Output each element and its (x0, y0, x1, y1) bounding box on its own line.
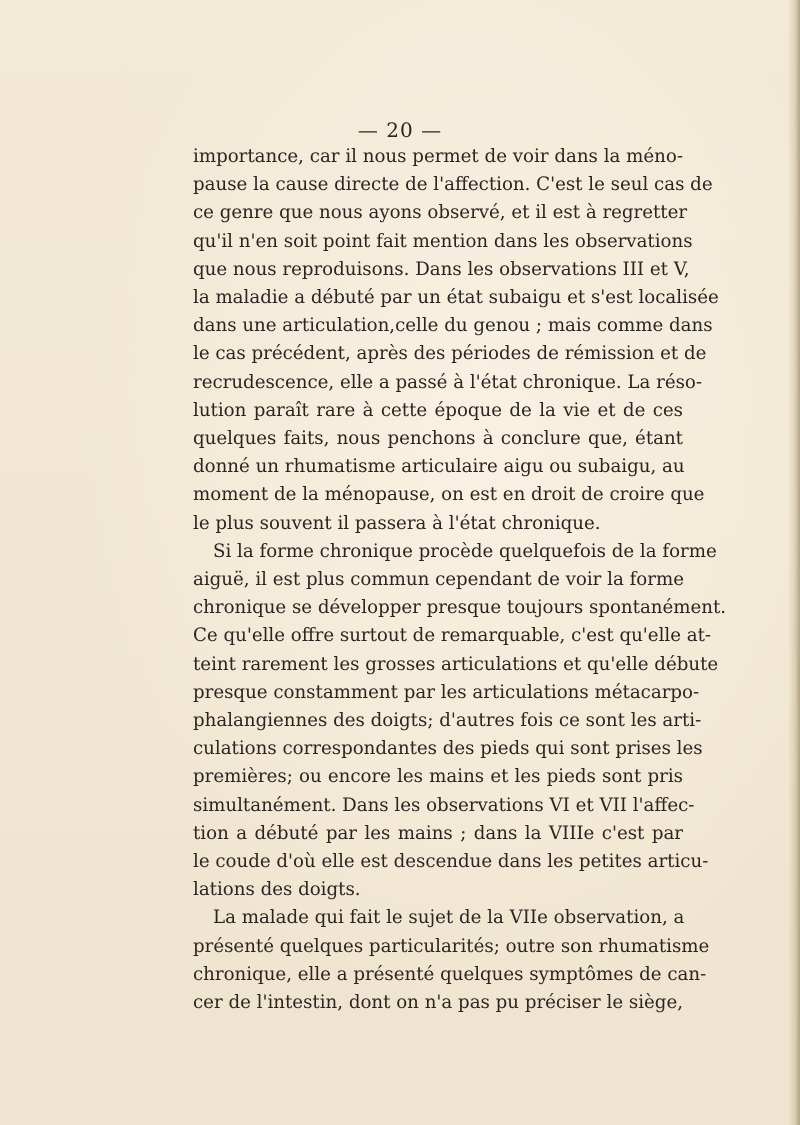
text-line: Ce qu'elle offre surtout de remarquable, c'est qu'elle at- (193, 625, 712, 647)
text-line: simultanément. Dans les observations VI et VII l'affec- (193, 794, 695, 816)
text-line: lution paraît rare à cette époque de la vie et de ces (193, 399, 683, 421)
body-text (193, 143, 727, 1017)
text-line: donné un rhumatisme articulaire aigu ou subaigu, au (193, 456, 685, 478)
text-line: presque constamment par les articulations métacarpo- (193, 681, 700, 703)
text-line: aiguë, il est plus commun cependant de voir la forme (193, 569, 684, 591)
text-line: teint rarement les grosses articulations et qu'elle débute (193, 653, 719, 675)
text-line: cer de l'intestin, dont on n'a pas pu préciser le siège, (193, 992, 683, 1014)
text-line: tion a débuté par les mains ; dans la VIIIe c'est par (193, 822, 683, 844)
text-line: chronique se développer presque toujours spontanément. (193, 597, 727, 619)
text-line: quelques faits, nous penchons à conclure que, étant (193, 428, 683, 450)
text-line: dans une articulation,celle du genou ; mais comme dans (193, 315, 713, 337)
paragraph-start-line: Si la forme chronique procède quelquefois de la forme (213, 540, 717, 562)
text-line: le coude d'où elle est descendue dans les petites articu- (193, 851, 709, 873)
page-edge-shadow (788, 0, 800, 1125)
text-line: chronique, elle a présenté quelques symptômes de can- (193, 963, 707, 985)
text-line: qu'il n'en soit point fait mention dans les observations (193, 230, 693, 252)
page-number: — 20 — (357, 118, 443, 142)
text-line: présenté quelques particularités; outre son rhumatisme (193, 935, 710, 957)
text-line: recrudescence, elle a passé à l'état chronique. La réso- (193, 371, 703, 393)
text-line: le cas précédent, après des périodes de rémission et de (193, 343, 707, 365)
text-line: ce genre que nous ayons observé, et il est à regretter (193, 202, 688, 224)
text-line: culations correspondantes des pieds qui sont prises les (193, 738, 703, 760)
paragraph-end-line: le plus souvent il passera à l'état chronique. (193, 512, 601, 534)
text-line: pause la cause directe de l'affection. C'est le seul cas de (193, 174, 713, 196)
text-line: importance, car il nous permet de voir dans la méno- (193, 146, 683, 167)
text-line: premières; ou encore les mains et les pieds sont pris (193, 766, 683, 788)
text-line: que nous reproduisons. Dans les observations III et V, (193, 258, 690, 280)
paragraph-end-line: lations des doigts. (193, 879, 361, 901)
paragraph-start-line: La malade qui fait le sujet de la VIIe observation, a (213, 907, 685, 929)
text-line: moment de la ménopause, on est en droit de croire que (193, 484, 705, 506)
text-line: phalangiennes des doigts; d'autres fois ce sont les arti- (193, 710, 702, 732)
text-line: la maladie a débuté par un état subaigu et s'est localisée (193, 287, 719, 309)
